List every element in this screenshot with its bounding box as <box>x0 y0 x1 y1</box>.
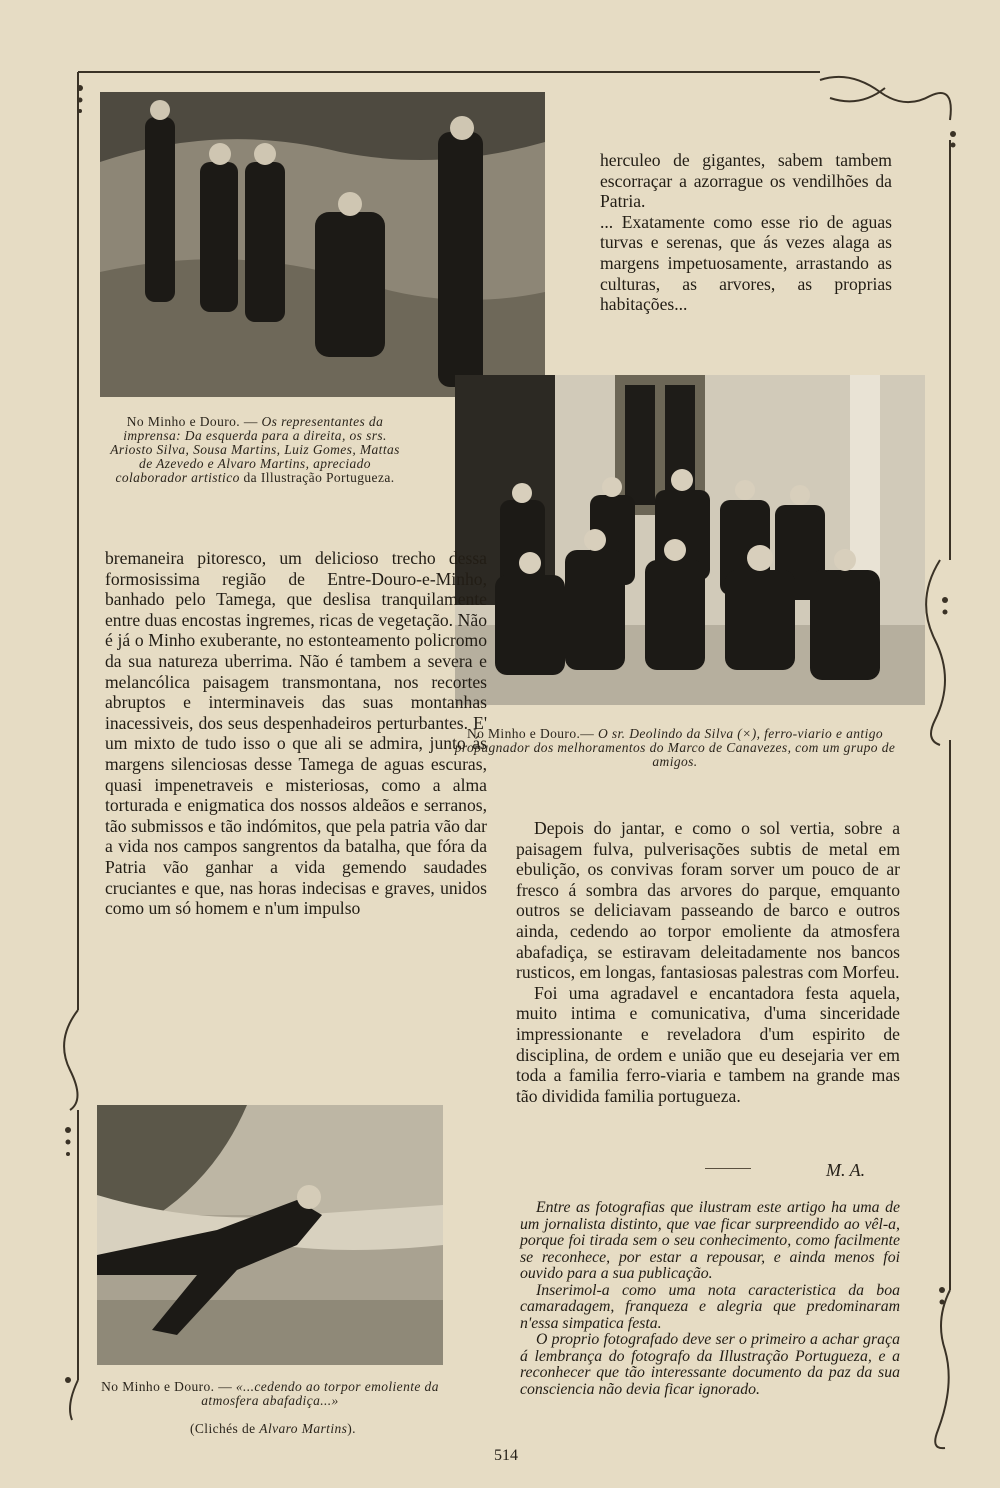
caption-photo-press <box>108 415 402 485</box>
caption-lead: No Minho e Douro.— <box>466 726 595 741</box>
caption-photo-resting <box>100 1380 440 1408</box>
signature-rule <box>705 1168 751 1169</box>
top-right-text: herculeo de gigantes, sabem tambem escorraçar a azorrague os vendilhões da Patria. ... Exatamente como esse rio de aguas turvas e serenas, que ás vezes alaga as margens impetuosamente, arrastando as culturas, as arvores, as proprias habitações... <box>600 150 892 315</box>
left-column-text <box>105 548 487 919</box>
photo-group-deolindo <box>455 375 925 705</box>
right-paragraph-2: Foi uma agradavel e encantadora festa aquela, muito intima e comunicativa, d'uma sinceridade impressionante e reveladora d'um espirito de disciplina, de ordem e união que eu desejaria ver em toda a familia ferro-viaria e tambem na grande mas tão dividida familia portugueza. <box>516 982 900 1106</box>
caption-tail: da Illustração Portugueza. <box>243 470 395 485</box>
note-paragraph-2: Inserimol-a como uma nota caracteristica da boa camaradagem, franqueza e alegria que predominaram n'essa simpatica festa. <box>520 1281 900 1332</box>
caption-italic: Os representantes da imprensa: Da esquerda para a direita, os srs. Ariosto Silva, Sousa Martins, Luiz Gomes, Mattas de Azevedo e Alvaro Martins, apreciado colaborador artistico <box>110 414 400 485</box>
note-paragraph-1: Entre as fotografias que ilustram este artigo ha uma de um jornalista distinto, que vae ficar surpreendido ao vêl-a, porque foi tirada sem o seu conhecimento, como facilmente se reconhece, por estar a repousar, e ainda menos foi ouvido para a sua publicação. <box>520 1199 900 1282</box>
photo-credits <box>190 1422 390 1436</box>
caption-lead: No Minho e Douro. — <box>126 414 258 429</box>
photo-resting-journalist <box>97 1105 443 1365</box>
credits-name: Alvaro Martins <box>259 1421 348 1436</box>
credits-prefix: (Clichés de <box>190 1421 256 1436</box>
note-paragraph-3: O proprio fotografado deve ser o primeiro a achar graça á lembrança do fotografo da Illustração Portugueza, e a reconhecer que tão interessante documento da paz da sua consciencia não devia ficar ignorado. <box>520 1331 900 1398</box>
caption-photo-group <box>440 727 910 769</box>
caption-italic: «...cedendo ao torpor emoliente da atmosfera abafadiça...» <box>201 1379 439 1408</box>
signature: M. A. <box>826 1160 866 1180</box>
photo-press-representatives <box>100 92 545 397</box>
right-column-text <box>516 818 900 1106</box>
caption-lead: No Minho e Douro. — <box>101 1379 233 1394</box>
right-paragraph-1: Depois do jantar, e como o sol vertia, sobre a paisagem fulva, pulverisações subtis de metal em ebulição, os convivas foram sorver um pouco de ar fresco á sombra das arvores do parque, emquanto outros se deliciavam passeando de barco e outros ainda, cedendo ao torpor emoliente da atmosfera abafadiça, se estiravam deleitadamente nos bancos rusticos, em longas, fantasiosas palestras com Morfeu. <box>516 818 900 983</box>
page-number: 514 <box>494 1447 518 1464</box>
credits-suffix: ). <box>347 1421 356 1436</box>
caption-italic: O sr. Deolindo da Silva (×), ferro-viario e antigo propugnador dos melhoramentos do Marco de Canavezes, com um grupo de amigos. <box>454 726 896 769</box>
editorial-note <box>520 1200 900 1398</box>
left-paragraph: bremaneira pitoresco, um delicioso trecho dessa formosissima região de Entre-Douro-e-Minho, banhado pelo Tamega, que deslisa tranquilamente entre duas encostas ingremes, ricas de vegetação. Não é já o Minho exuberante, no estonteamento policromo da sua natureza uberrima. Não é tambem a severa e melancólica paisagem transmontana, nos recortes abruptos e interminaveis das suas montanhas inacessiveis, dos seus despenhadeiros perturbantes. E' um mixto de tudo isso o que ali se admira, junto ás margens silenciosas desse Tamega de aguas escuras, quasi impenetraveis e misteriosas, como a alma torturada e enigmatica dos nossos aldeãos e serranos, tão submissos e tão indómitos, que pela patria vão dar a vida nos campos sangrentos da batalha, que fóra da Patria vão ganhar a vida gemendo saudades cruciantes e que, nas horas indecisas e graves, unidos como um só homem e n'um impulso <box>105 548 487 919</box>
